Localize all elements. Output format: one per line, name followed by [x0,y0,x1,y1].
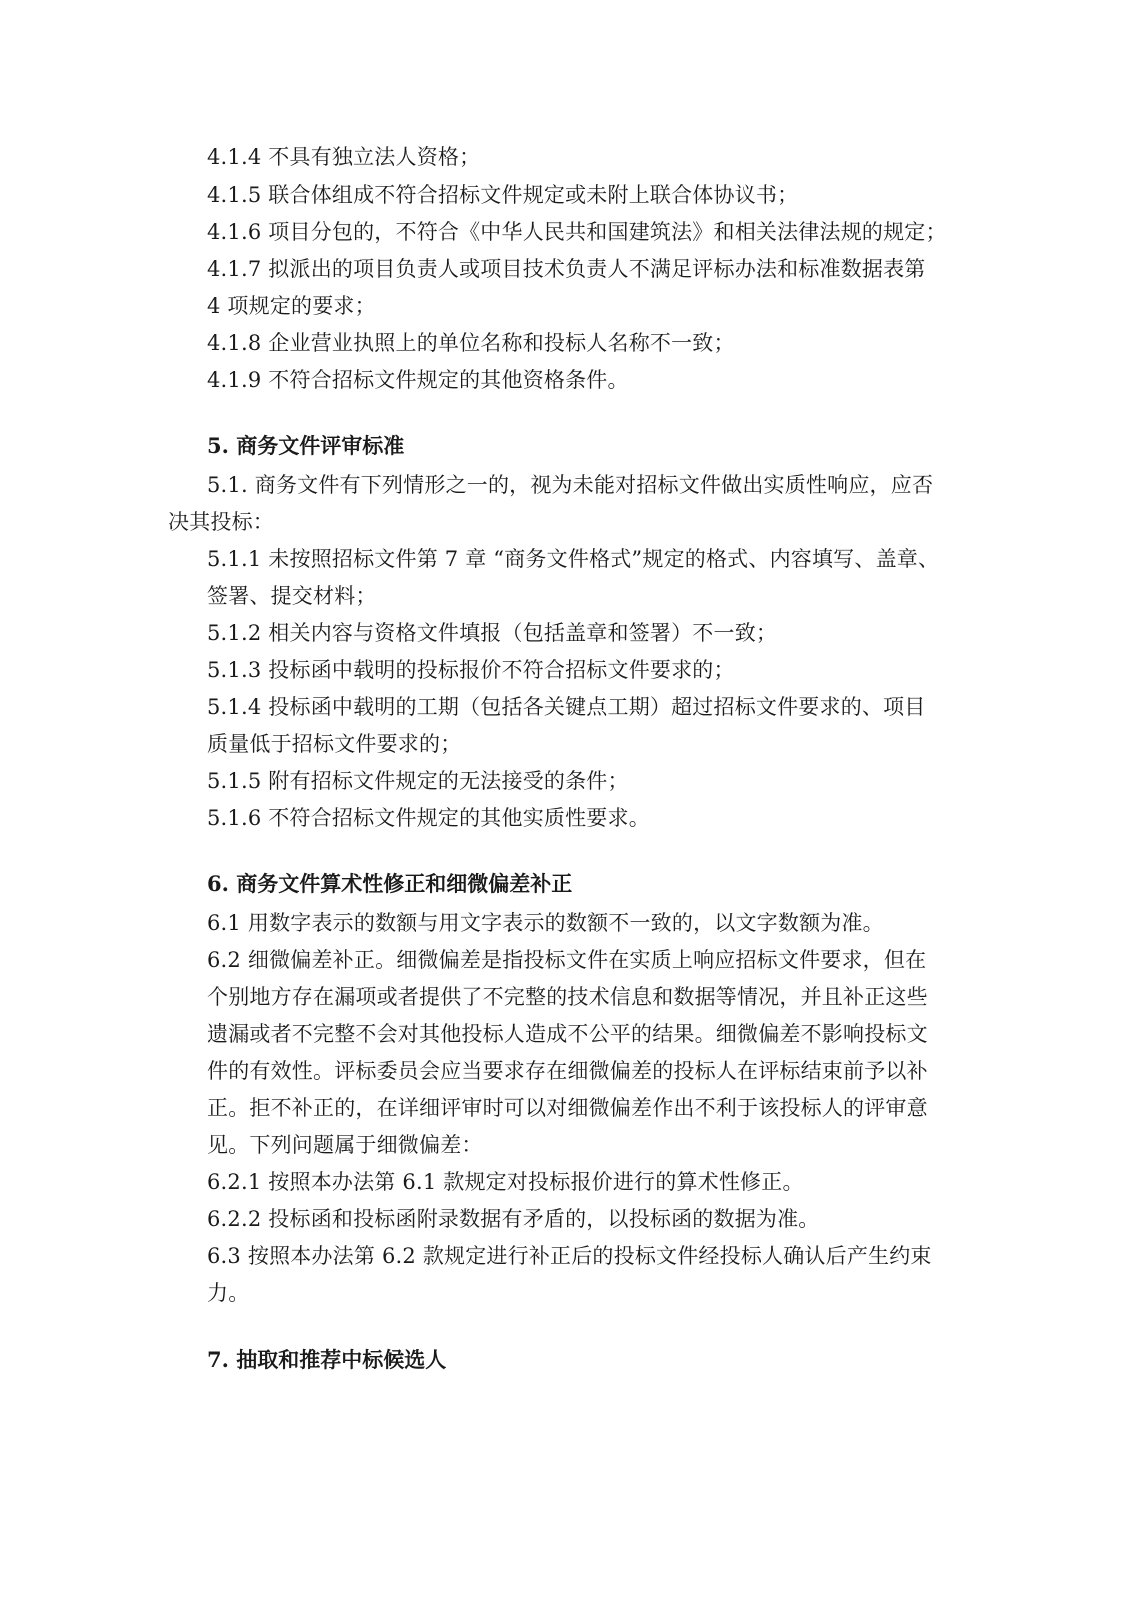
clause-6-2-line2: 个别地方存在漏项或者提供了不完整的技术信息和数据等情况，并且补正这些 [207,985,928,1009]
clause-4-1-9: 4.1.9 不符合招标文件规定的其他资格条件。 [207,368,629,392]
clause-6-3: 6.3 按照本办法第 6.2 款规定进行补正后的投标文件经投标人确认后产生约束 [207,1244,932,1268]
clause-5-1: 5.1. 商务文件有下列情形之一的，视为未能对招标文件做出实质性响应，应否 [207,473,934,497]
clause-5-1-cont: 决其投标： [168,510,274,534]
clause-4-1-5: 4.1.5 联合体组成不符合招标文件规定或未附上联合体协议书； [207,183,799,207]
clause-6-2-1: 6.2.1 按照本办法第 6.1 款规定对投标报价进行的算术性修正。 [207,1170,804,1194]
clause-5-1-1: 5.1.1 未按照招标文件第 7 章 “商务文件格式”规定的格式、内容填写、盖章、 [207,547,940,571]
clause-4-1-4: 4.1.4 不具有独立法人资格； [207,145,481,169]
clause-4-1-8: 4.1.8 企业营业执照上的单位名称和投标人名称不一致； [207,331,735,355]
section-6-heading: 6. 商务文件算术性修正和细微偏差补正 [207,871,573,896]
clause-5-1-5: 5.1.5 附有招标文件规定的无法接受的条件； [207,769,629,793]
clause-6-2: 6.2 细微偏差补正。细微偏差是指投标文件在实质上响应招标文件要求，但在 [207,948,927,972]
clause-5-1-4: 5.1.4 投标函中载明的工期（包括各关键点工期）超过招标文件要求的、项目 [207,695,926,719]
clause-6-2-line6: 见。下列问题属于细微偏差： [207,1133,483,1157]
section-7-heading: 7. 抽取和推荐中标候选人 [207,1347,447,1372]
clause-6-2-line5: 正。拒不补正的，在详细评审时可以对细微偏差作出不利于该投标人的评审意 [207,1096,928,1120]
clause-4-1-7: 4.1.7 拟派出的项目负责人或项目技术负责人不满足评标办法和标准数据表第 [207,257,926,281]
clause-5-1-2: 5.1.2 相关内容与资格文件填报（包括盖章和签署）不一致； [207,621,778,645]
clause-4-1-6: 4.1.6 项目分包的，不符合《中华人民共和国建筑法》和相关法律法规的规定； [207,220,947,244]
clause-6-1: 6.1 用数字表示的数额与用文字表示的数额不一致的，以文字数额为准。 [207,911,884,935]
clause-5-1-6: 5.1.6 不符合招标文件规定的其他实质性要求。 [207,806,650,830]
clause-4-1-7-cont: 4 项规定的要求； [207,294,376,318]
clause-5-1-4-cont: 质量低于招标文件要求的； [207,732,462,756]
clause-5-1-3: 5.1.3 投标函中载明的投标报价不符合招标文件要求的； [207,658,735,682]
section-5-heading: 5. 商务文件评审标准 [207,433,405,458]
clause-6-2-line3: 遗漏或者不完整不会对其他投标人造成不公平的结果。细微偏差不影响投标文 [207,1022,928,1046]
clause-6-2-line4: 件的有效性。评标委员会应当要求存在细微偏差的投标人在评标结束前予以补 [207,1059,928,1083]
clause-6-3-cont: 力。 [207,1281,250,1305]
clause-6-2-2: 6.2.2 投标函和投标函附录数据有矛盾的，以投标函的数据为准。 [207,1207,820,1231]
clause-5-1-1-cont: 签署、提交材料； [207,584,377,608]
